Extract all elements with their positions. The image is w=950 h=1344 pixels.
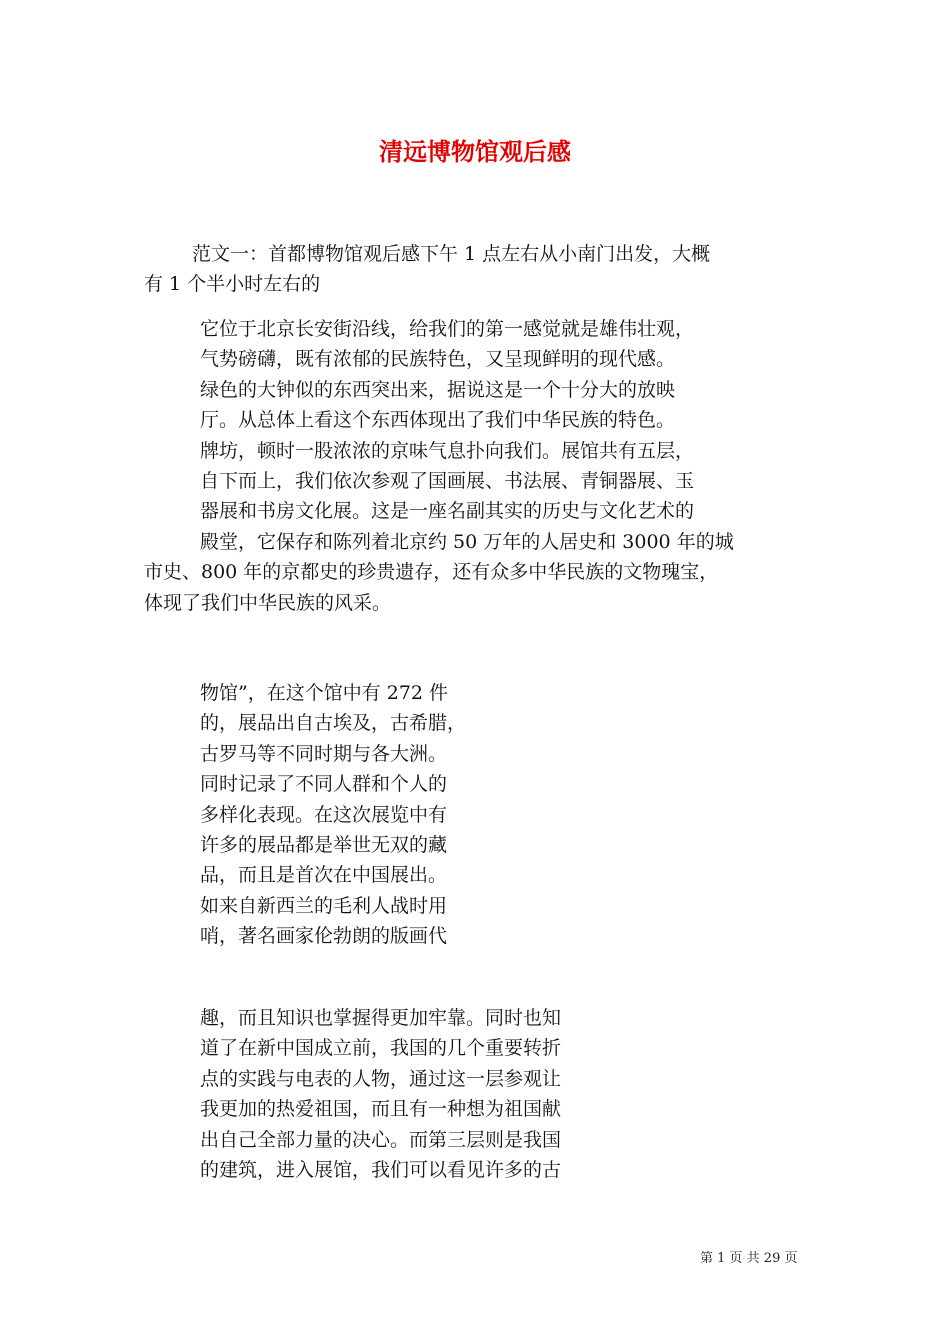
- text-line: 哨，著名画家伦勃朗的版画代: [200, 925, 448, 948]
- text-line: 市史、800 年的京都史的珍贵遗存，还有众多中华民族的文物瑰宝，: [144, 561, 719, 584]
- intro-paragraph: [144, 239, 824, 299]
- page-title: 清远博物馆观后感: [379, 137, 571, 166]
- text-line: 它位于北京长安街沿线，给我们的第一感觉就是雄伟壮观，: [200, 318, 695, 340]
- text-line: 物馆”，在这个馆中有 272 件: [200, 682, 449, 704]
- paragraph-block-a: [144, 314, 734, 618]
- text-line: 古罗马等不同时期与各大洲。: [200, 742, 448, 765]
- page-footer: 第 1 页 共 29 页: [700, 1251, 798, 1266]
- text-line: 道了在新中国成立前，我国的几个重要转折: [200, 1037, 562, 1060]
- text-line: 的，展品出自古埃及，古希腊，: [200, 712, 467, 735]
- paragraph-block-c: [144, 1003, 561, 1185]
- text-line: 出自己全部力量的决心。而第三层则是我国: [200, 1128, 562, 1151]
- intro-line-2: 有 1 个半小时左右的: [144, 273, 321, 295]
- text-line: 如来自新西兰的毛利人战时用: [200, 894, 448, 917]
- text-line: 趣，而且知识也掌握得更加牢靠。同时也知: [200, 1007, 562, 1029]
- text-line: 同时记录了不同人群和个人的: [200, 773, 448, 796]
- text-line: 我更加的热爱祖国，而且有一种想为祖国献: [200, 1098, 562, 1121]
- text-line: 殿堂，它保存和陈列着北京约 50 万年的人居史和 3000 年的城: [200, 530, 734, 553]
- paragraph-block-b: [144, 678, 466, 952]
- text-line: 器展和书房文化展。这是一座名副其实的历史与文化艺术的: [200, 500, 695, 523]
- text-line: 品，而且是首次在中国展出。: [200, 864, 448, 887]
- text-line: 气势磅礴，既有浓郁的民族特色，又呈现鲜明的现代感。: [200, 348, 676, 371]
- text-line: 绿色的大钟似的东西突出来，据说这是一个十分大的放映: [200, 378, 676, 401]
- text-line: 体现了我们中华民族的风采。: [144, 591, 392, 614]
- text-line: 多样化表现。在这次展览中有: [200, 803, 448, 826]
- text-line: 的建筑，进入展馆，我们可以看见许多的古: [200, 1159, 562, 1182]
- text-line: 厅。从总体上看这个东西体现出了我们中华民族的特色。: [200, 409, 676, 432]
- text-line: 自下而上，我们依次参观了国画展、书法展、青铜器展、玉: [200, 470, 695, 493]
- text-line: 牌坊，顿时一股浓浓的京味气息扑向我们。展馆共有五层，: [200, 439, 695, 462]
- text-line: 许多的展品都是举世无双的藏: [200, 834, 448, 857]
- intro-line-1: 范文一：首都博物馆观后感下午 1 点左右从小南门出发，大概: [192, 243, 711, 265]
- text-line: 点的实践与电表的人物，通过这一层参观让: [200, 1067, 562, 1090]
